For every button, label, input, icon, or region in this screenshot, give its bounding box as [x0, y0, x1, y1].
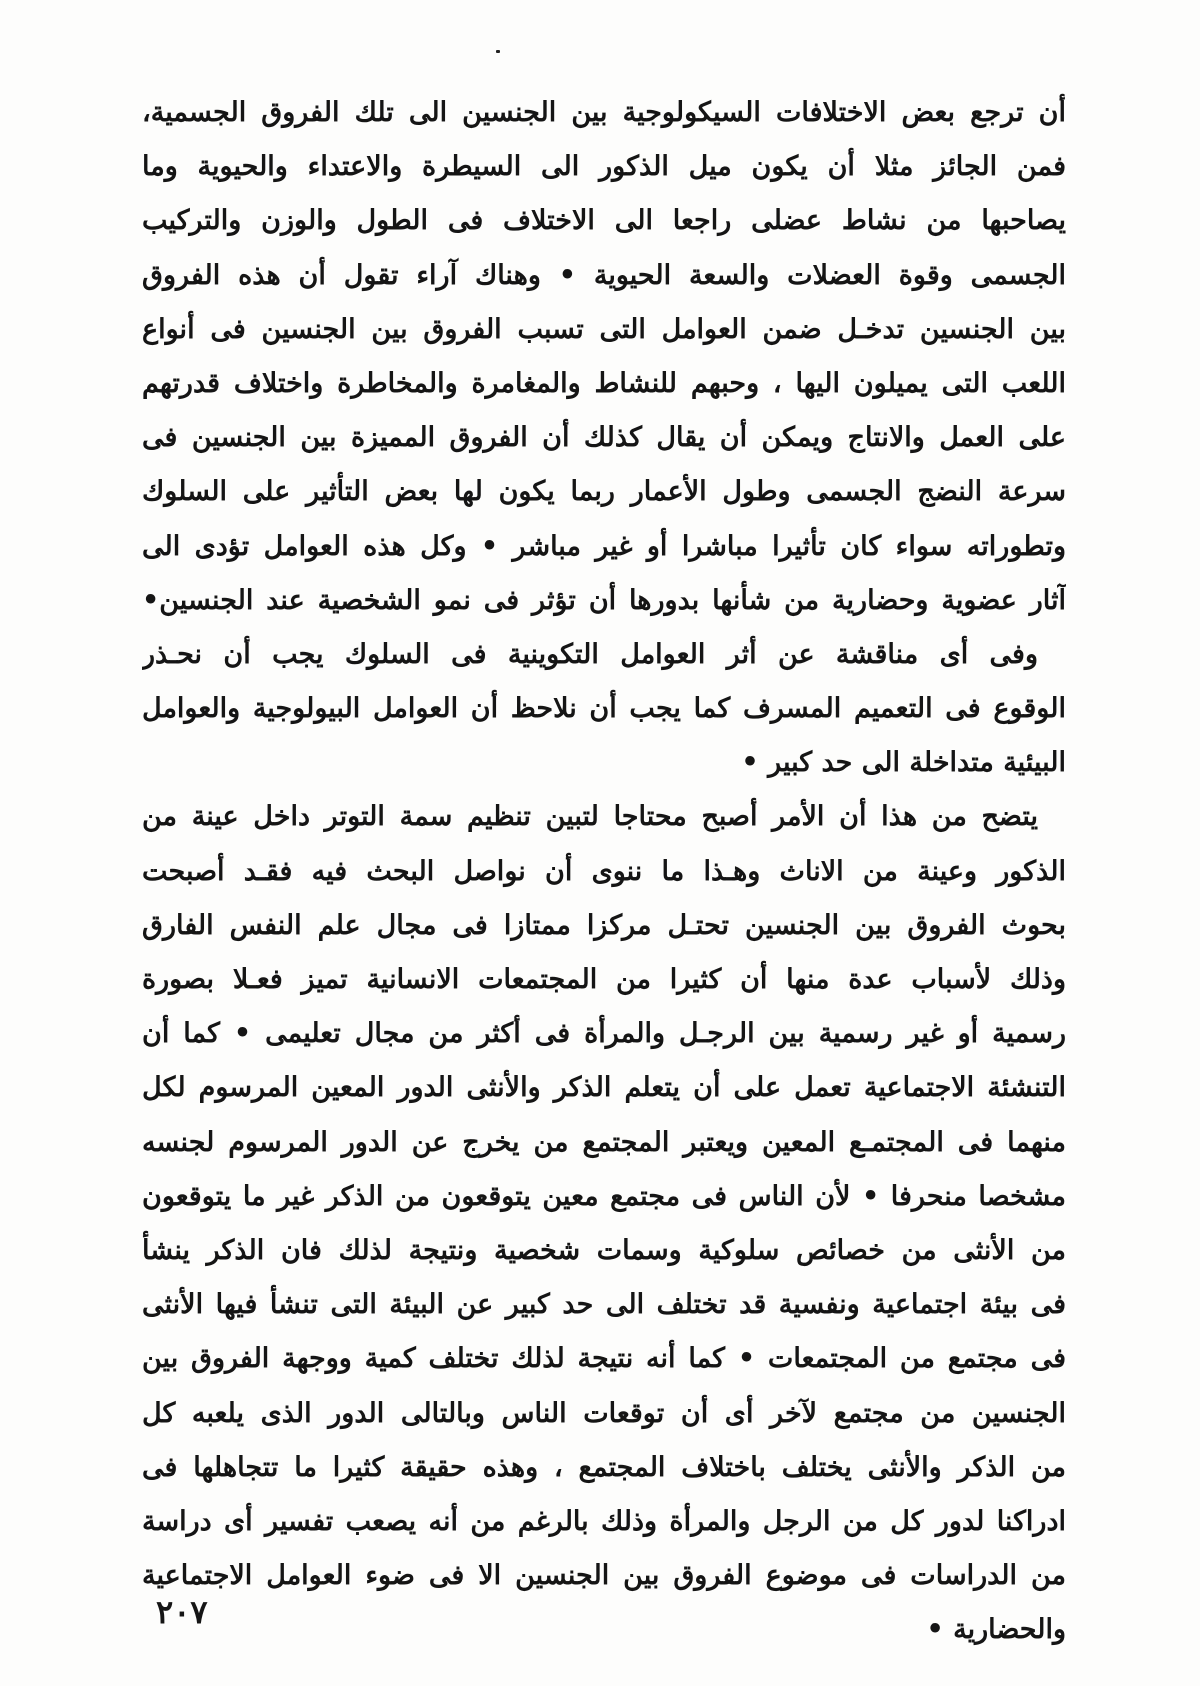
text-line: ادراكنا لدور كل من الرجل والمرأة وذلك بالرغم من أنه يصعب تفسير أى دراسة — [142, 1505, 1066, 1537]
text-line: على العمل والانتاج ويمكن أن يقال كذلك أن الفروق المميزة بين الجنسين فى — [142, 422, 1066, 454]
text-line: الذكور وعينة من الاناث وهـذا ما ننوى أن نواصل البحث فيه فقـد أصبحت — [142, 855, 1066, 887]
text-line: بين الجنسين تدخـل ضمن العوامل التى تسبب الفروق بين الجنسين فى أنواع — [142, 313, 1066, 345]
text-line: الوقوع فى التعميم المسرف كما يجب أن نلاحظ أن العوامل البيولوجية والعوامل — [142, 693, 1066, 725]
print-speck — [496, 50, 500, 53]
text-line: يتضح من هذا أن الأمر أصبح محتاجا لتبين تنظيم سمة التوتر داخل عينة من — [142, 801, 1038, 833]
text-line: فى مجتمع من المجتمعات • كما أنه نتيجة لذلك تختلف كمية ووجهة الفروق بين — [142, 1343, 1066, 1375]
paragraph — [142, 628, 1066, 791]
paragraph — [142, 86, 1066, 628]
body-text — [142, 86, 1066, 1657]
paragraph — [142, 790, 1066, 1657]
text-line: يصاحبها من نشاط عضلى راجعا الى الاختلاف فى الطول والوزن والتركيب — [142, 205, 1066, 237]
text-line: فى بيئة اجتماعية ونفسية قد تختلف الى حد كبير عن البيئة التى تنشأ فيها الأنثى — [142, 1289, 1066, 1321]
text-line: وتطوراته سواء كان تأثيرا مباشرا أو غير مباشر • وكل هذه العوامل تؤدى الى — [142, 530, 1066, 562]
text-line: اللعب التى يميلون اليها ، وحبهم للنشاط والمغامرة والمخاطرة واختلاف قدرتهم — [142, 367, 1066, 399]
page-number: ٢٠٧ — [156, 1593, 208, 1631]
text-line: التنشئة الاجتماعية تعمل على أن يتعلم الذكر والأنثى الدور المعين المرسوم لكل — [142, 1072, 1066, 1104]
text-line: من الدراسات فى موضوع الفروق بين الجنسين الا فى ضوء العوامل الاجتماعية — [142, 1560, 1066, 1592]
text-line: فمن الجائز مثلا أن يكون ميل الذكور الى السيطرة والاعتداء والحيوية وما — [142, 151, 1066, 183]
text-line: الجنسين من مجتمع لآخر أى أن توقعات الناس وبالتالى الدور الذى يلعبه كل — [142, 1397, 1066, 1429]
text-line: سرعة النضج الجسمى وطول الأعمار ربما يكون لها بعض التأثير على السلوك — [142, 476, 1066, 508]
text-line: أن ترجع بعض الاختلافات السيكولوجية بين الجنسين الى تلك الفروق الجسمية، — [142, 97, 1066, 128]
text-line: وفى أى مناقشة عن أثر العوامل التكوينية فى السلوك يجب أن نحـذر — [142, 638, 1038, 670]
text-line: البيئية متداخلة الى حد كبير • — [741, 747, 1066, 779]
text-line: والحضارية • — [926, 1614, 1066, 1646]
text-line: رسمية أو غير رسمية بين الرجـل والمرأة فى أكثر من مجال تعليمى • كما أن — [142, 1018, 1066, 1050]
text-line: منهما فى المجتمـع المعين ويعتبر المجتمع من يخرج عن الدور المرسوم لجنسه — [142, 1126, 1066, 1158]
text-line: مشخصا منحرفا • لأن الناس فى مجتمع معين يتوقعون من الذكر غير ما يتوقعون — [142, 1180, 1066, 1212]
text-line: من الأنثى من خصائص سلوكية وسمات شخصية ونتيجة لذلك فان الذكر ينشأ — [142, 1234, 1066, 1266]
text-line: بحوث الفروق بين الجنسين تحتـل مركزا ممتازا فى مجال علم النفس الفارق — [142, 909, 1066, 941]
text-line: آثار عضوية وحضارية من شأنها بدورها أن تؤثر فى نمو الشخصية عند الجنسين• — [142, 584, 1066, 616]
text-line: من الذكر والأنثى يختلف باختلاف المجتمع ، وهذه حقيقة كثيرا ما تتجاهلها فى — [142, 1451, 1066, 1483]
text-line: وذلك لأسباب عدة منها أن كثيرا من المجتمعات الانسانية تميز فعـلا بصورة — [142, 964, 1066, 995]
text-line: الجسمى وقوة العضلات والسعة الحيوية • وهناك آراء تقول أن هذه الفروق — [142, 259, 1066, 291]
